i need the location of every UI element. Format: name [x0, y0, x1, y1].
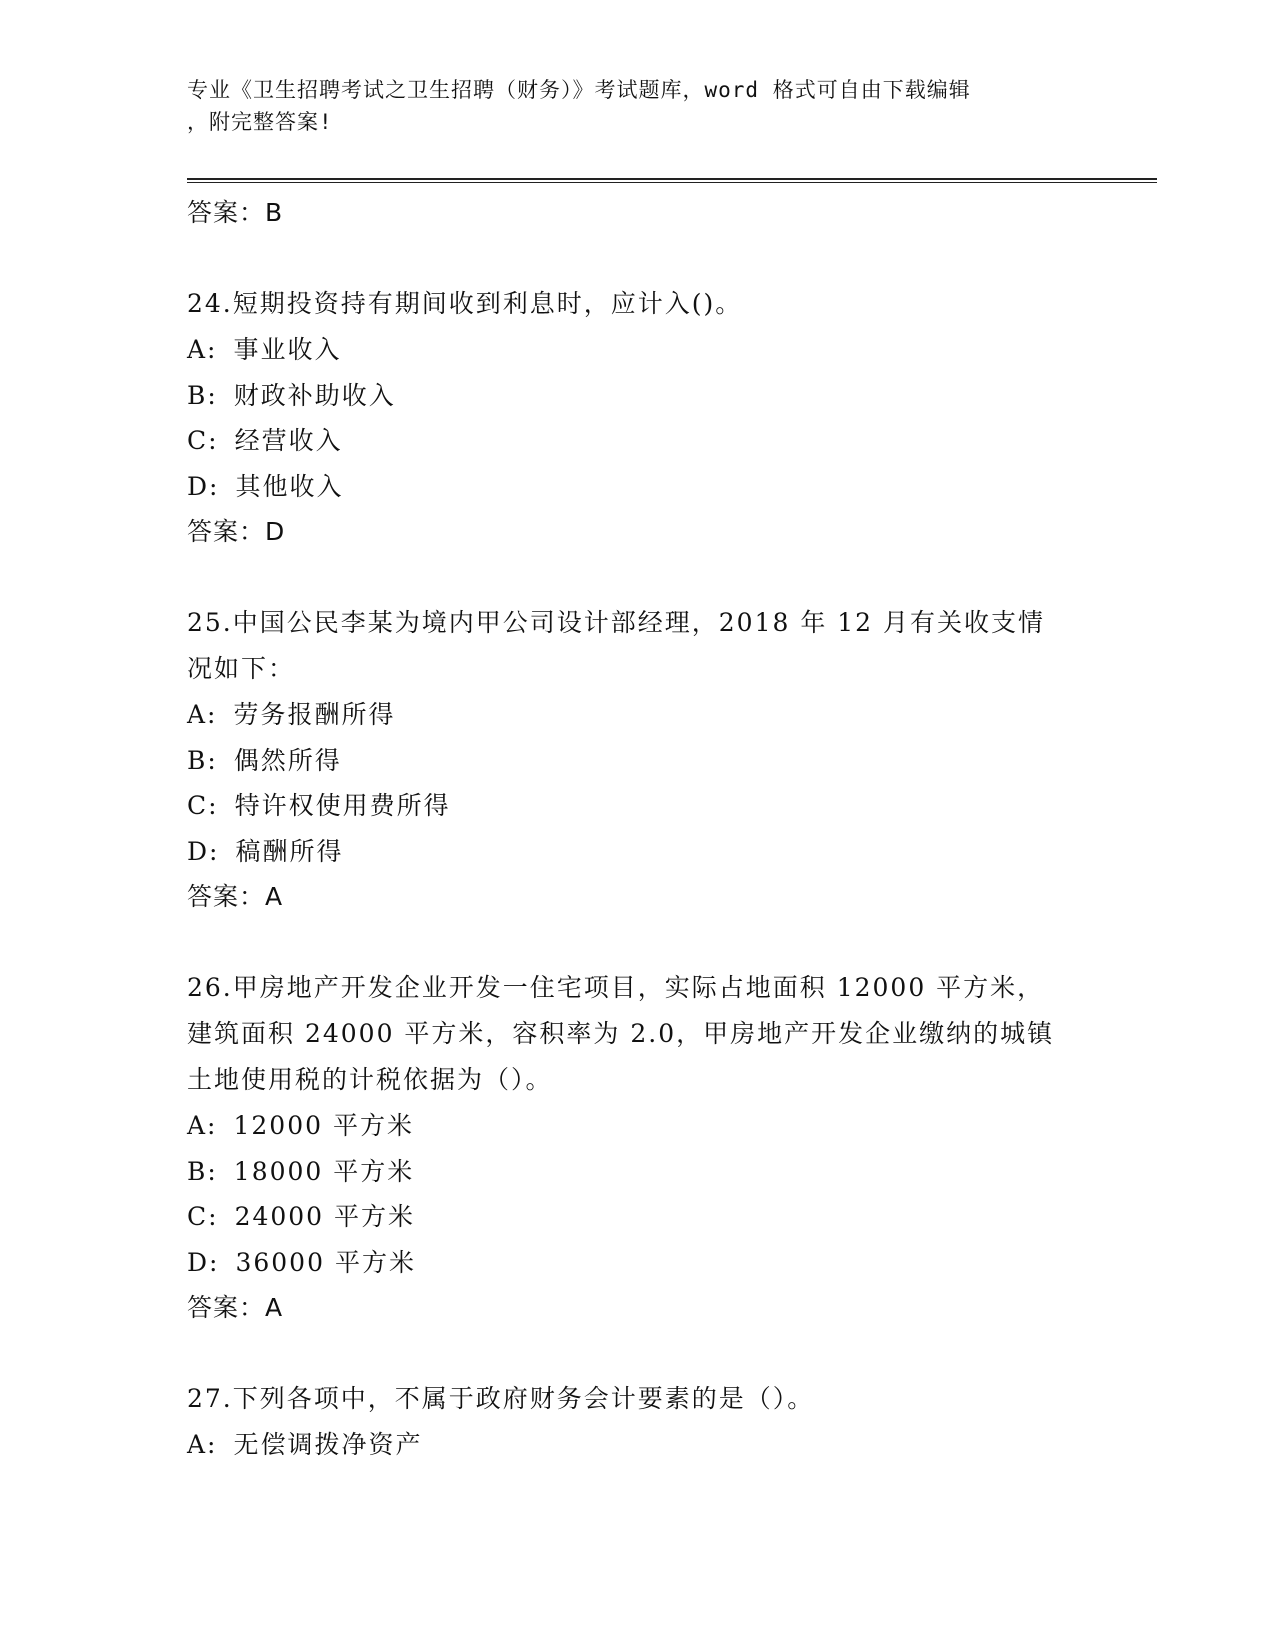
question-text: 25.中国公民李某为境内甲公司设计部经理，2018 年 12 月有关收支情 [187, 608, 1046, 637]
header-line-1: 专业《卫生招聘考试之卫生招聘（财务）》考试题库，word 格式可自由下载编辑 [187, 78, 971, 102]
option-a: A: 12000 平方米 [187, 1111, 414, 1140]
option-a: A: 无偿调拨净资产 [187, 1430, 423, 1459]
header-line-2: ，附完整答案! [187, 110, 333, 134]
option-d: D: 36000 平方米 [187, 1247, 416, 1277]
question-list [187, 190, 1087, 1468]
question-26 [187, 965, 1087, 1331]
header-rule-thin [187, 182, 1157, 183]
question-text: 建筑面积 24000 平方米，容积率为 2.0，甲房地产开发企业缴纳的城镇 [187, 1019, 1055, 1048]
header-rule [187, 178, 1157, 180]
option-d: D: 其他收入 [187, 471, 344, 501]
option-a: A: 事业收入 [187, 335, 342, 364]
question-25 [187, 600, 1087, 920]
question-text: 27.下列各项中，不属于政府财务会计要素的是（）。 [187, 1384, 815, 1413]
question-text: 26.甲房地产开发企业开发一住宅项目，实际占地面积 12000 平方米， [187, 973, 1045, 1002]
answer-24: 答案：D [187, 517, 286, 546]
question-24 [187, 281, 1087, 555]
option-d: D: 稿酬所得 [187, 836, 344, 866]
option-a: A: 劳务报酬所得 [187, 700, 396, 729]
question-27 [187, 1376, 1087, 1468]
option-c: C: 24000 平方米 [187, 1202, 416, 1231]
question-text: 土地使用税的计税依据为（）。 [187, 1065, 553, 1094]
option-b: B: 18000 平方米 [187, 1156, 415, 1186]
option-c: C: 经营收入 [187, 426, 343, 455]
option-b: B: 财政补助收入 [187, 380, 396, 410]
answer-23: 答案：B [187, 198, 284, 227]
question-text: 况如下： [187, 654, 296, 683]
answer-25: 答案：A [187, 882, 284, 911]
document-header [187, 74, 1067, 138]
option-c: C: 特许权使用费所得 [187, 791, 451, 820]
question-text: 24.短期投资持有期间收到利息时，应计入()。 [187, 289, 743, 318]
option-b: B: 偶然所得 [187, 745, 342, 775]
answer-26: 答案：A [187, 1293, 284, 1322]
